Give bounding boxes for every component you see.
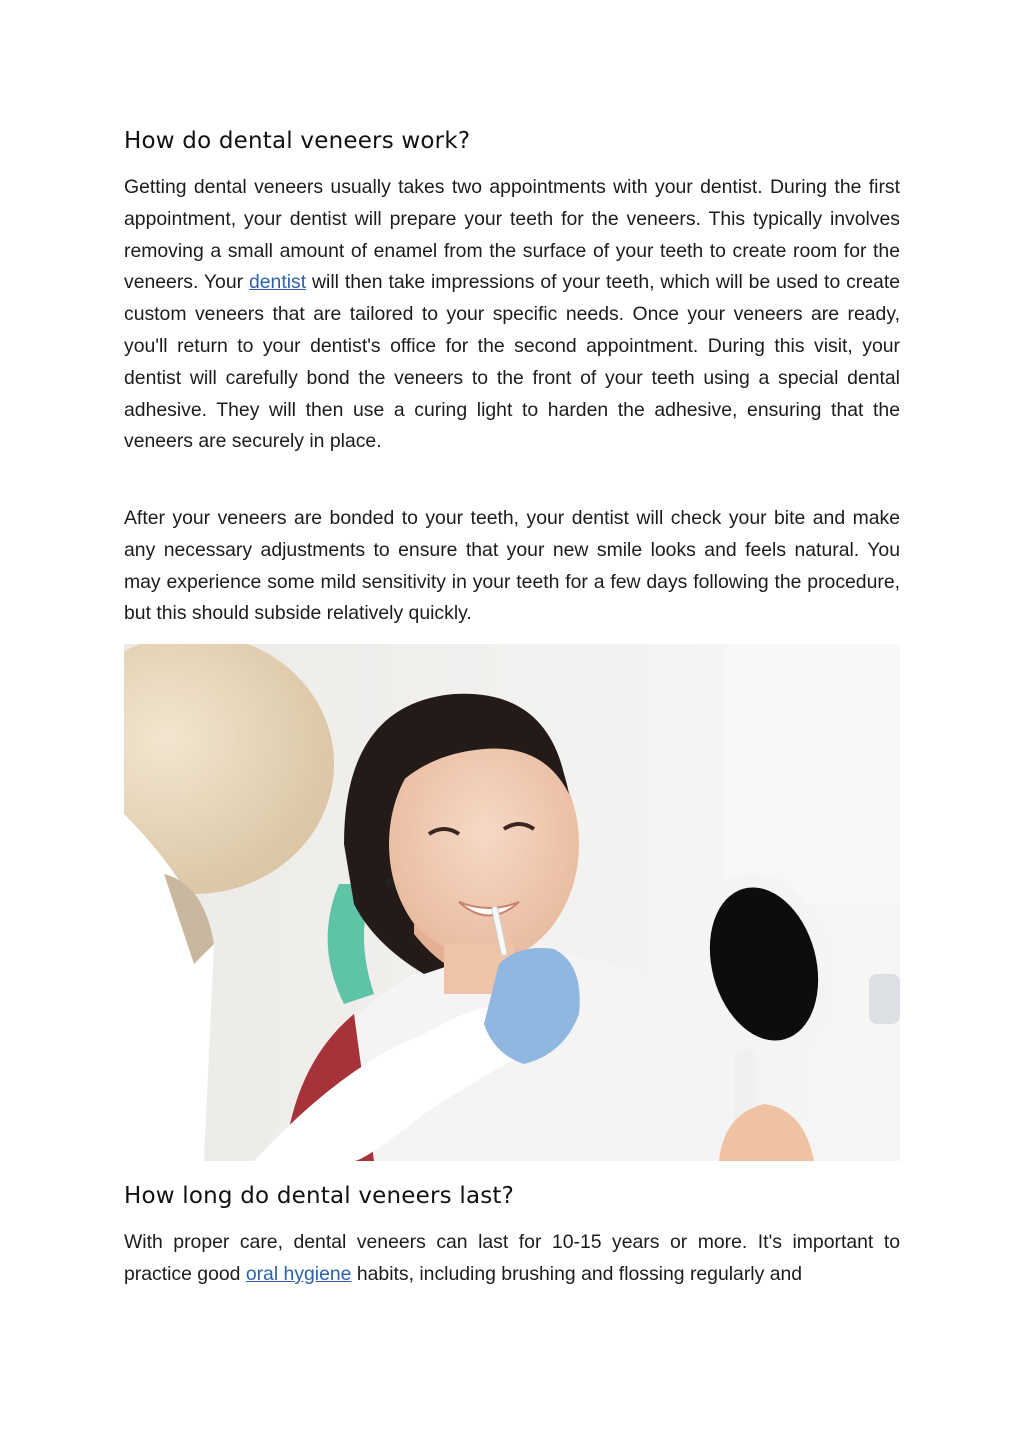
heading-how-long-veneers-last: How long do dental veneers last? bbox=[124, 1183, 515, 1209]
oral-hygiene-link[interactable]: oral hygiene bbox=[245, 1262, 352, 1285]
paragraph-text: With proper care, dental veneers can last for 10-15 years or more. It's important to practice good bbox=[124, 1231, 900, 1285]
dentist-veneer-fitting-photo bbox=[124, 644, 900, 1161]
paragraph-text: will then take impressions of your teeth, which will be used to create custom veneers that are tailored to your specific needs. Once your veneers are ready, you'll return to your dentist's office for the second appointment. During this visit, your dentist will carefully bond the veneers to the front of your teeth using a special dental adhesive. They will then use a curing light to harden the adhesive, ensuring that the veneers are securely in place. bbox=[124, 271, 901, 453]
paragraph-text: Getting dental veneers usually takes two appointments with your dentist. During the first appointment, your dentist will prepare your teeth for the veneers. This typically involves removing a small amount of enamel from the surface of your teeth to create room for the veneers. Your bbox=[124, 176, 900, 294]
paragraph-after-bonding: After your veneers are bonded to your teeth, your dentist will check your bite and make any necessary adjustments to ensure that your new smile looks and feels natural. You may experience some mild sensitivity in your teeth for a few days following the procedure, but this should subside relatively quickly. bbox=[124, 507, 900, 625]
paragraph-text: habits, including brushing and flossing regularly and bbox=[351, 1262, 803, 1285]
dentist-link[interactable]: dentist bbox=[248, 271, 307, 294]
paragraph-veneer-procedure bbox=[124, 172, 900, 458]
paragraph-veneer-lifespan bbox=[124, 1227, 900, 1291]
heading-how-veneers-work: How do dental veneers work? bbox=[124, 128, 471, 154]
